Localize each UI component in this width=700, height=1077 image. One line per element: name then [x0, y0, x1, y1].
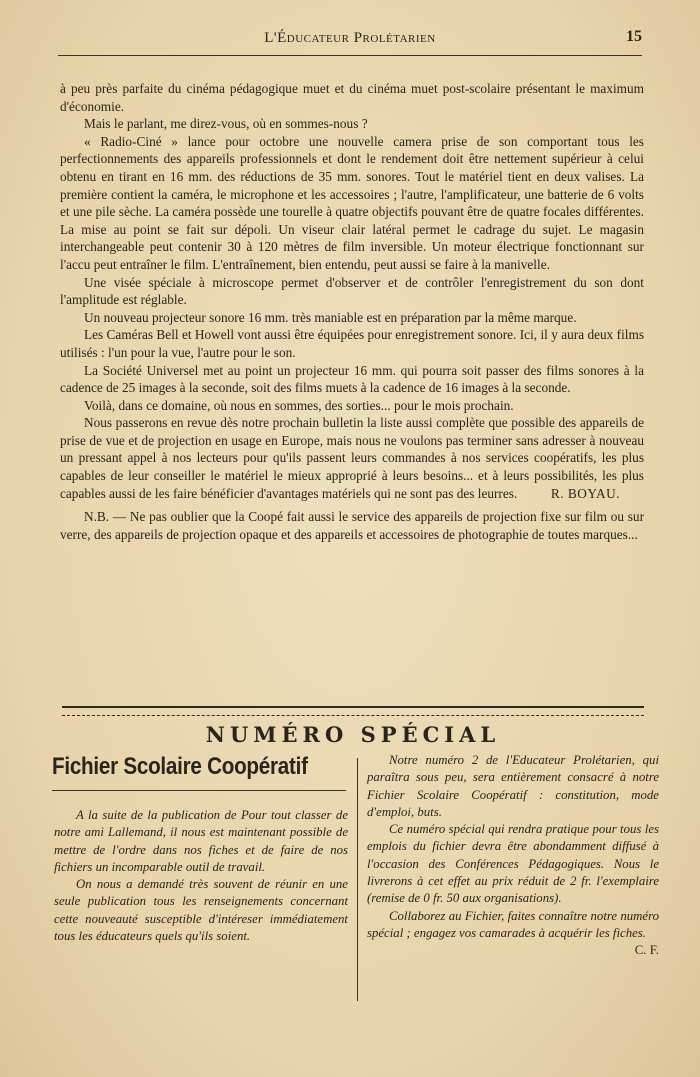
article-paragraph: Une visée spéciale à microscope permet d'observer et de contrôler l'enregistrement du son dont l'amplitude est réglable. — [60, 274, 644, 308]
initials-signature: C. F. — [634, 943, 659, 958]
article-paragraph: Un nouveau projecteur sonore 16 mm. très maniable est en préparation par la même marque. — [84, 309, 577, 325]
article-paragraph: à peu près parfaite du cinéma pédagogique muet et du cinéma muet post-scolaire présentant le maximum d'économie. — [60, 81, 644, 114]
nb-note: N.B. — Ne pas oublier que la Coopé fait aussi le service des appareils de projection fixe sur film ou sur verre, des appareils de projection opaque et des appareils et accessoires de photographie de toutes marques... — [60, 509, 644, 542]
author-signature: R. BOYAU. — [550, 485, 620, 501]
column-paragraph: Notre numéro 2 de l'Educateur Prolétarien, qui paraîtra sous peu, sera entièrement consacré à notre Fichier Scolaire Coopératif : constitution, mode d'emploi, buts. — [367, 753, 659, 819]
article-paragraph: La Société Universel met au point un projecteur 16 mm. qui pourra soit passer des films sonores à la cadence de 25 images à la seconde, soit des films muets à la cadence de 16 images à la seconde. — [60, 362, 644, 396]
left-column-text — [52, 807, 348, 945]
article-body — [60, 80, 644, 543]
article-paragraph: Voilà, dans ce domaine, où nous en sommes, des sorties... pour le mois prochain. — [84, 397, 514, 413]
article-paragraph: Mais le parlant, me direz-vous, où en sommes-nous ? — [84, 116, 368, 132]
right-column-text — [367, 752, 659, 958]
header-rule — [58, 55, 642, 56]
column-paragraph — [367, 908, 659, 958]
column-paragraph: On nous a demandé très souvent de réunir en une seule publication tous les renseignements concernant cette nouveauté susceptible d'intéreser immédiatement tous les éducateurs quels qu'ils soient. — [54, 877, 348, 944]
left-column — [52, 752, 348, 945]
title-rule — [52, 790, 346, 791]
article-paragraph-text: Nous passerons en revue dès notre prochain bulletin la liste aussi complète que possible des appareils de prise de vue et de projection en usage en Europe, mais nous ne voulons pas terminer sans adresser à nouveau un pressant appel à nos lecteurs pour qu'ils passent leurs commandes à nos services coopératifs, les plus capables de leur conseiller le matériel le mieux approprié à leurs besoins... et à leurs possibilités, les plus capables aussi de les faire bénéficier d'avantages matériels qui ne sont pas des leurres. — [60, 415, 644, 501]
right-column — [367, 752, 659, 960]
special-issue-title: NUMÉRO SPÉCIAL — [205, 722, 501, 747]
running-title: L'Éducateur Prolétarien — [264, 30, 436, 46]
fichier-title: Fichier Scolaire Coopératif — [52, 753, 308, 780]
page-number: 15 — [626, 28, 642, 45]
column-paragraph-text: Collaborez au Fichier, faites connaître notre numéro spécial ; engagez vos camarades à acquérir les fiches. — [367, 908, 659, 940]
column-divider — [357, 758, 358, 1001]
article-paragraph: « Radio-Ciné » lance pour octobre une nouvelle camera prise de son comportant tous les perfectionnements des appareils professionnels et dont le rendement doit être nettement supérieur à celui obtenu en tirant en 16 mm. des réductions de 35 mm. sonores. Tout le matériel tient en deux valises. La première contient la caméra, le microphone et les accessoires ; l'autre, l'amplificateur, une batterie de 6 volts et une pile sèche. La caméra possède une tourelle à quatre objectifs pouvant être de quatre focales différentes. La mise au point se fait sur dépoli. Un viseur clair latéral permet le cadrage du sujet. Le magasin interchangeable peut contenir 30 à 120 mètres de film inversible. Un moteur électrique fonctionnant sur l'accu peut entraîner le film. L'entraînement, bien entendu, peut aussi se faire à la manivelle. — [60, 133, 644, 272]
column-paragraph: Ce numéro spécial qui rendra pratique pour tous les emplois du fichier devra être abondamment diffusé à l'occasion des Conférences Pédagogiques. Nous le livrerons à cet effet au prix réduit de 2 fr. l'exemplaire (remise de 0 fr. 50 aux organisations). — [367, 822, 659, 906]
column-paragraph: A la suite de la publication de Pour tout classer de notre ami Lallemand, il nous est maintenant possible de mettre de l'ordre dans nos fiches et de faire de nos fichiers un incomparable outil de travail. — [54, 808, 348, 874]
article-paragraph — [60, 414, 644, 502]
article-paragraph: Les Caméras Bell et Howell vont aussi être équipées pour enregistrement sonore. Ici, il y aura deux films utilisés : l'un pour la vue, l'autre pour le son. — [60, 327, 644, 360]
page-header — [58, 26, 642, 54]
section-divider — [62, 706, 644, 716]
